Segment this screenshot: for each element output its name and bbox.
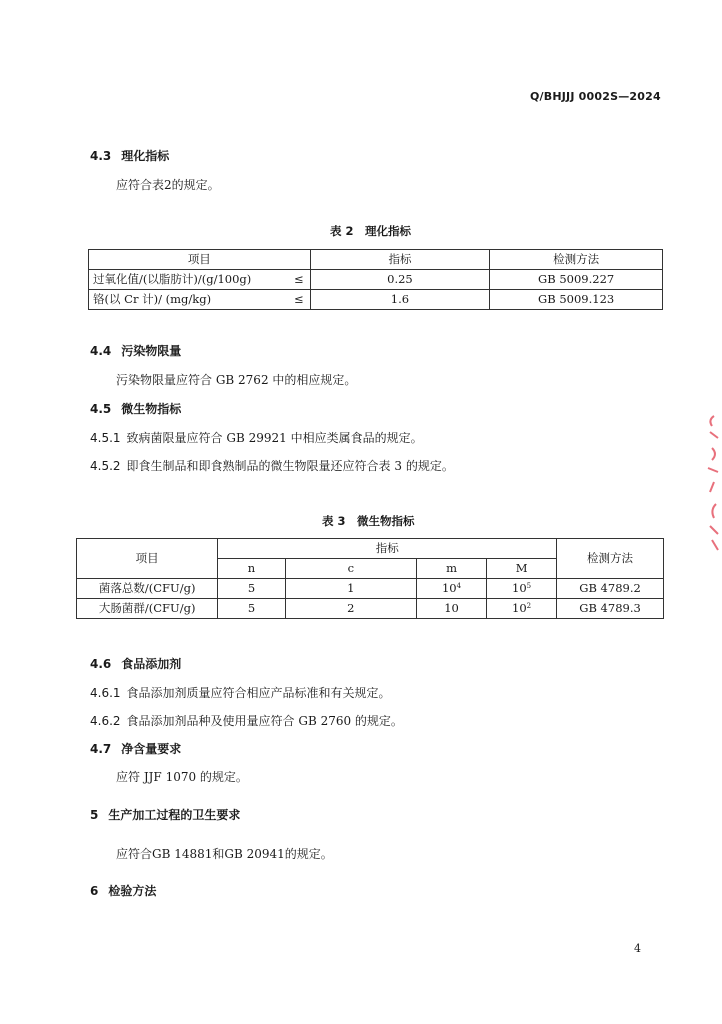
cell-n: 5 [218,579,285,599]
cell-M [487,579,557,599]
section-number: 5 [90,808,99,822]
header-cell-index: 指标 [218,539,557,559]
section-number: 4.7 [90,742,112,756]
header-cell-item: 项目 [89,250,311,270]
operator: ≤ [294,272,304,286]
section-text-5: 应符合GB 14881和GB 20941的规定。 [116,847,333,861]
table-row [77,599,664,619]
section-text-4-5-1 [90,429,423,446]
subheader-c: c [285,559,416,579]
section-number: 4.4 [90,344,112,358]
section-number: 6 [90,884,99,898]
item-label: 铬(以 Cr 计)/ (mg/kg) [93,292,212,306]
section-number: 4.3 [90,149,112,163]
cell-method: GB 4789.3 [557,599,664,619]
section-text: 食品添加剂质量应符合相应产品标准和有关规定。 [126,686,391,700]
seal-stamp-icon [700,408,722,558]
table-row [89,270,663,290]
cell-m [417,579,487,599]
cell-item: 大肠菌群/(CFU/g) [77,599,218,619]
section-heading-4-7 [90,740,181,757]
section-title: 检验方法 [108,884,157,898]
cell-c: 1 [285,579,416,599]
section-text: 致病菌限量应符合 GB 29921 中相应类属食品的规定。 [126,431,423,445]
cell-value: 1.6 [310,290,490,310]
M-exponent: 2 [526,602,532,610]
table-row [89,290,663,310]
m-exponent: 4 [456,582,462,590]
subheader-m: m [417,559,487,579]
m-base: 10 [441,581,457,595]
subheader-n: n [218,559,285,579]
item-label: 过氧化值/(以脂肪计)/(g/100g) [93,272,252,286]
M-base: 10 [512,581,527,595]
section-number: 4.5 [90,402,112,416]
section-title: 食品添加剂 [121,657,182,671]
cell-n: 5 [218,599,285,619]
cell-c: 2 [285,599,416,619]
cell-method: GB 5009.123 [490,290,663,310]
section-text-4-5-2 [90,457,454,474]
section-heading-4-5 [90,400,181,417]
section-number: 4.6.1 [90,686,121,700]
section-title: 污染物限量 [121,344,182,358]
section-heading-4-3 [90,147,169,164]
M-base: 10 [512,601,527,615]
subheader-M: M [487,559,557,579]
cell-item [89,270,311,290]
section-title: 理化指标 [121,149,170,163]
section-title: 生产加工过程的卫生要求 [108,808,241,822]
section-number: 4.6 [90,657,112,671]
cell-method: GB 4789.2 [557,579,664,599]
section-text-4-4: 污染物限量应符合 GB 2762 中的相应规定。 [116,373,357,387]
M-exponent: 5 [526,582,532,590]
table-3-caption: 表 3 微生物指标 [322,514,415,528]
table-3-microbiological [76,538,664,619]
section-number: 4.6.2 [90,714,121,728]
section-number: 4.5.1 [90,431,121,445]
document-number: Q/BHJJJ 0002S—2024 [530,90,661,103]
section-text: 食品添加剂品种及使用量应符合 GB 2760 的规定。 [126,714,403,728]
cell-M [487,599,557,619]
cell-m: 10 [417,599,487,619]
cell-item: 菌落总数/(CFU/g) [77,579,218,599]
operator: ≤ [294,292,304,306]
header-cell-method: 检测方法 [557,539,664,579]
section-title: 微生物指标 [121,402,182,416]
section-heading-6 [90,882,156,899]
section-text: 即食生制品和即食熟制品的微生物限量还应符合表 3 的规定。 [126,459,454,473]
header-cell-index: 指标 [310,250,490,270]
cell-method: GB 5009.227 [490,270,663,290]
section-text-4-6-1 [90,684,391,701]
section-text-4-3: 应符合表2的规定。 [116,178,220,192]
section-text-4-7: 应符 JJF 1070 的规定。 [116,770,248,784]
table-header-row [89,250,663,270]
header-cell-item: 项目 [77,539,218,579]
table-2-caption: 表 2 理化指标 [330,224,412,238]
page-number: 4 [634,942,641,955]
table-header-row [77,539,664,559]
section-heading-4-6 [90,655,181,672]
header-cell-method: 检测方法 [490,250,663,270]
section-title: 净含量要求 [121,742,182,756]
table-2-physicochemical [88,249,663,310]
cell-value: 0.25 [310,270,490,290]
section-heading-4-4 [90,342,181,359]
section-heading-5 [90,806,240,823]
section-text-4-6-2 [90,712,403,729]
section-number: 4.5.2 [90,459,121,473]
cell-item [89,290,311,310]
table-row [77,579,664,599]
